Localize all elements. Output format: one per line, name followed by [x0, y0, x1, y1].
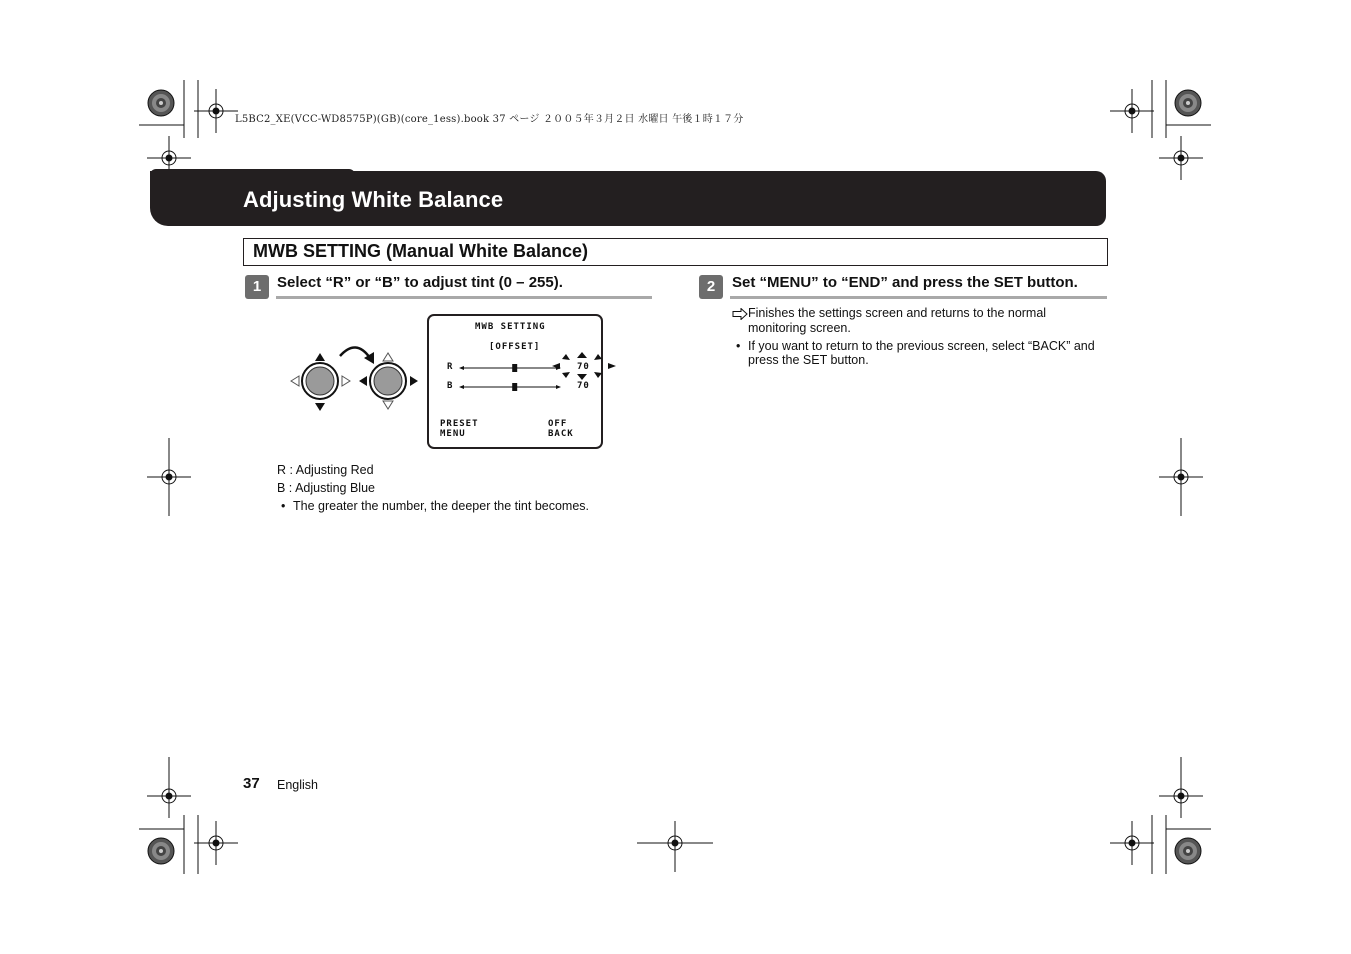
legend-b: B : Adjusting Blue — [277, 481, 375, 495]
right-control-pad-icon — [359, 353, 418, 409]
footer-language: English — [277, 778, 318, 792]
osd-row-b-slider — [459, 382, 561, 392]
section-title: MWB SETTING (Manual White Balance) — [253, 241, 589, 261]
registration-cross-icon — [1110, 821, 1154, 865]
print-header: L5BC2_XE(VCC-WD8575P)(GB)(core_1ess).book 37 ページ ２００５年３月２日 水曜日 午後１時１７分 — [235, 114, 744, 125]
osd-row-r-value: 70 — [577, 362, 590, 372]
step-2-rule — [730, 296, 1107, 299]
osd-row-b-value: 70 — [577, 381, 590, 391]
step-1-note: The greater the number, the deeper the tint becomes. — [293, 499, 590, 513]
step-2-result-line-2: monitoring screen. — [748, 321, 851, 335]
step-2-result-line-1: Finishes the settings screen and returns to the normal — [748, 306, 1047, 320]
osd-row-r-label: R — [447, 362, 454, 372]
step-2-badge: 2 — [699, 275, 723, 299]
title-bar — [150, 171, 1106, 226]
osd-menu-label: MENU — [440, 429, 466, 439]
osd-heading: MWB SETTING — [475, 322, 546, 332]
registration-cross-icon — [1110, 89, 1154, 133]
registration-cross-icon — [194, 821, 238, 865]
osd-off-label: OFF — [548, 419, 568, 429]
left-control-pad-icon — [291, 353, 350, 411]
result-arrow-icon — [732, 308, 748, 320]
step-1-rule — [276, 296, 652, 299]
osd-subheading: [OFFSET] — [489, 342, 541, 352]
step-1-title: Select “R” or “B” to adjust tint (0 – 255). — [277, 274, 563, 291]
bullet-dot: • — [736, 339, 741, 353]
registration-target-icon — [1175, 90, 1201, 116]
step-2-note-line-1: If you want to return to the previous screen, select “BACK” and — [748, 339, 1095, 353]
osd-preset-label: PRESET — [440, 419, 479, 429]
selection-highlight-icon — [552, 352, 616, 380]
osd-row-b-label: B — [447, 381, 454, 391]
osd-screen — [427, 314, 603, 449]
registration-cross-icon — [194, 89, 238, 133]
step-1-badge: 1 — [245, 275, 269, 299]
registration-target-icon — [148, 90, 174, 116]
registration-cross-icon — [1159, 136, 1203, 180]
legend-r: R : Adjusting Red — [277, 463, 374, 477]
step-2-note-line-2: press the SET button. — [748, 353, 869, 367]
registration-cross-icon — [1159, 774, 1203, 818]
bullet-dot: • — [281, 499, 286, 513]
registration-target-icon — [1175, 838, 1201, 864]
osd-back-label: BACK — [548, 429, 574, 439]
step-2-title: Set “MENU” to “END” and press the SET button. — [732, 274, 1078, 291]
page-number: 37 — [243, 775, 260, 792]
control-pad-illustration — [288, 344, 428, 414]
registration-cross-icon — [147, 774, 191, 818]
registration-target-icon — [148, 838, 174, 864]
section-heading-box — [243, 238, 1108, 266]
page-title: Adjusting White Balance — [243, 187, 504, 212]
osd-row-r-slider — [459, 363, 561, 373]
curved-arrow-icon — [340, 347, 374, 364]
